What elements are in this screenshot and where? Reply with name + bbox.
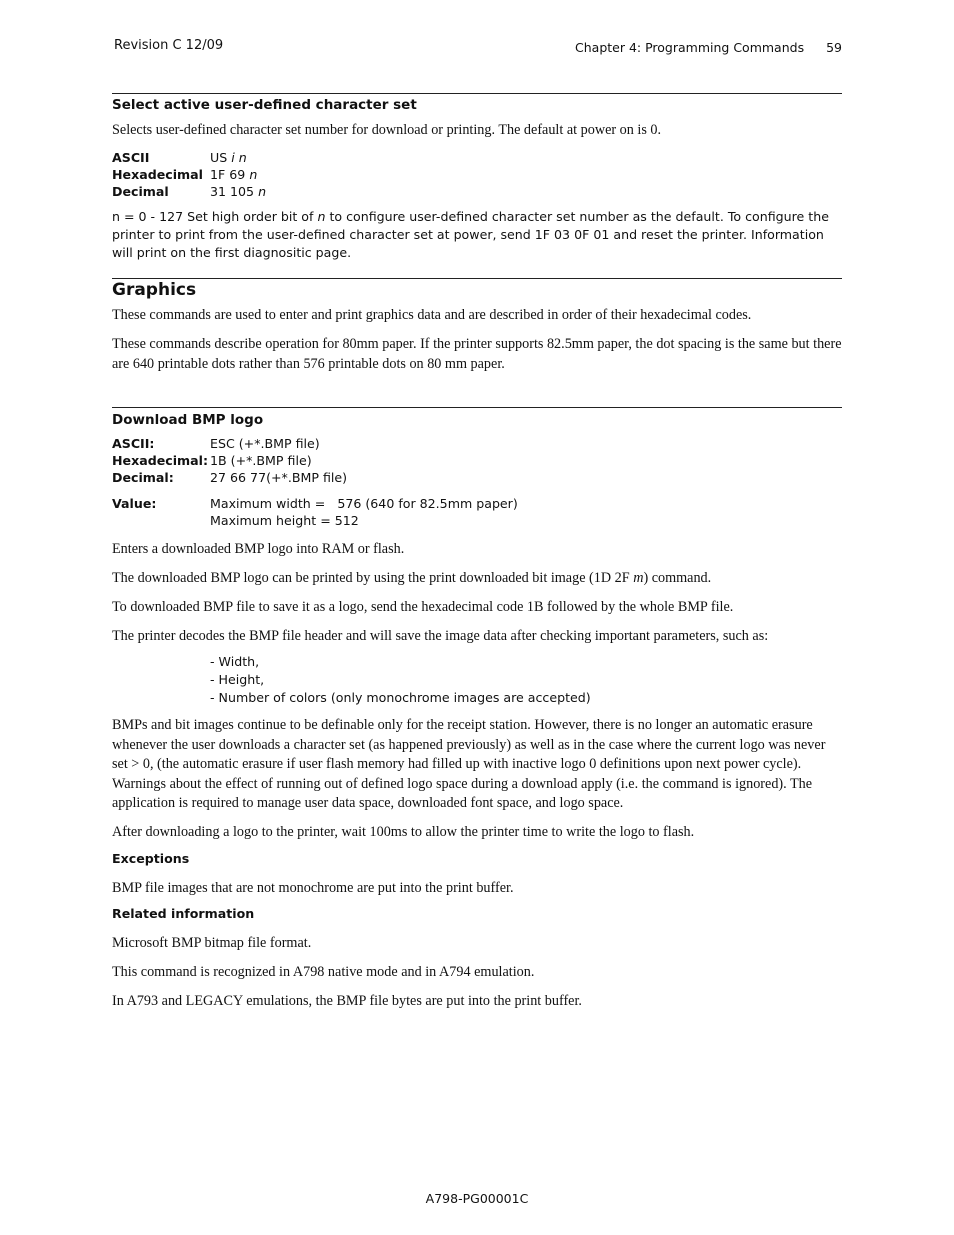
max-height: Maximum height = 512 — [210, 513, 359, 528]
related-text-3: In A793 and LEGACY emulations, the BMP file bytes are put into the print buffer. — [112, 993, 582, 1009]
value-row — [112, 495, 518, 529]
page-number: 59 — [826, 40, 842, 55]
note-text: n = 0 - 127 Set high order bit of — [112, 209, 318, 224]
chapter-title: Chapter 4: Programming Commands — [575, 40, 805, 55]
value-label: Value: — [112, 496, 157, 511]
exceptions-text: BMP file images that are not monochrome are put into the print buffer. — [112, 880, 514, 896]
code-value: 1B (+*.BMP file) — [210, 453, 312, 468]
max-width: Maximum width = 576 (640 for 82.5mm paper) — [210, 496, 518, 511]
code-label: Decimal: — [112, 470, 174, 485]
charset-codes — [112, 149, 266, 200]
code-label: Hexadecimal: — [112, 453, 209, 468]
code-label: ASCII — [112, 150, 150, 165]
para-variable: m — [633, 570, 644, 586]
bmp-para-1: Enters a downloaded BMP logo into RAM or flash. — [112, 541, 405, 557]
code-value: 1F 69 — [210, 167, 246, 182]
code-value: US — [210, 150, 228, 165]
document-id: A798-PG00001C — [425, 1191, 529, 1206]
bmp-para-2 — [112, 569, 842, 589]
bmp-para-4: The printer decodes the BMP file header and will save the image data after checking important parameters, such as: — [112, 628, 769, 644]
code-value: ESC (+*.BMP file) — [210, 436, 320, 451]
charset-description: Selects user-defined character set number for download or printing. The default at power on is 0. — [112, 122, 662, 138]
list-item: - Height, — [210, 672, 265, 687]
charset-note — [112, 208, 842, 262]
code-row-ascii — [112, 435, 518, 452]
exceptions-heading: Exceptions — [112, 851, 190, 866]
code-value: 27 66 77(+*.BMP file) — [210, 470, 348, 485]
section-divider — [112, 407, 842, 408]
list-item: - Width, — [210, 654, 260, 669]
bmp-para-6: After downloading a logo to the printer, wait 100ms to allow the printer time to write the logo to flash. — [112, 824, 695, 840]
bmp-parameter-list — [210, 653, 591, 707]
note-variable: n — [317, 209, 326, 224]
code-row-decimal — [112, 183, 266, 200]
section-title-bmp: Download BMP logo — [112, 412, 264, 428]
code-row-ascii — [112, 149, 266, 166]
code-row-decimal — [112, 469, 518, 486]
code-label: ASCII: — [112, 436, 155, 451]
bmp-para-5: BMPs and bit images continue to be definable only for the receipt station. However, there is no longer an automatic erasure whenever the user downloads a character set (as happened previously) as well as in the case where the current logo was never set > 0, (the automatic erasure if user flash memory had filled up with inactive logo 0 definitions upon next power cycle). Warnings about the effect of running out of defined logo space during a download apply (i.e. the command is ignored). The application is required to manage user data space, downloaded font space, and logo space. — [112, 717, 826, 812]
related-text-1: Microsoft BMP bitmap file format. — [112, 935, 312, 951]
related-heading: Related information — [112, 906, 255, 921]
code-row-hex — [112, 166, 266, 183]
graphics-paper-note: These commands describe operation for 80mm paper. If the printer supports 82.5mm paper, the dot spacing is the same but there are 640 printable dots rather than 576 printable dots on 80 mm paper. — [112, 336, 842, 372]
section-divider — [112, 93, 842, 94]
code-value: 31 105 — [210, 184, 255, 199]
bmp-codes — [112, 435, 518, 529]
note-text: to configure user-defined character set number as the default. To configure the printer to print from the user-defined character set at power, send 1F 03 0F 01 and reset the printer. Information will print on the first diagnositic page. — [112, 209, 829, 260]
code-param: n — [258, 184, 267, 199]
code-param: n — [249, 167, 258, 182]
list-item: - Number of colors (only monochrome images are accepted) — [210, 690, 591, 705]
graphics-intro: These commands are used to enter and print graphics data and are described in order of their hexadecimal codes. — [112, 307, 752, 323]
section-divider — [112, 278, 842, 279]
section-title-graphics: Graphics — [112, 280, 197, 300]
code-row-hex — [112, 452, 518, 469]
section-title-charset: Select active user-defined character set — [112, 97, 417, 113]
revision-label: Revision C 12/09 — [114, 38, 224, 53]
code-label: Hexadecimal — [112, 167, 203, 182]
running-header — [575, 40, 842, 55]
para-text: ) command. — [643, 570, 712, 586]
code-param: i n — [231, 150, 247, 165]
para-text: The downloaded BMP logo can be printed by using the print downloaded bit image (1D 2F — [112, 570, 634, 586]
related-text-2: This command is recognized in A798 native mode and in A794 emulation. — [112, 964, 535, 980]
bmp-para-3: To downloaded BMP file to save it as a logo, send the hexadecimal code 1B followed by the whole BMP file. — [112, 599, 734, 615]
code-label: Decimal — [112, 184, 169, 199]
